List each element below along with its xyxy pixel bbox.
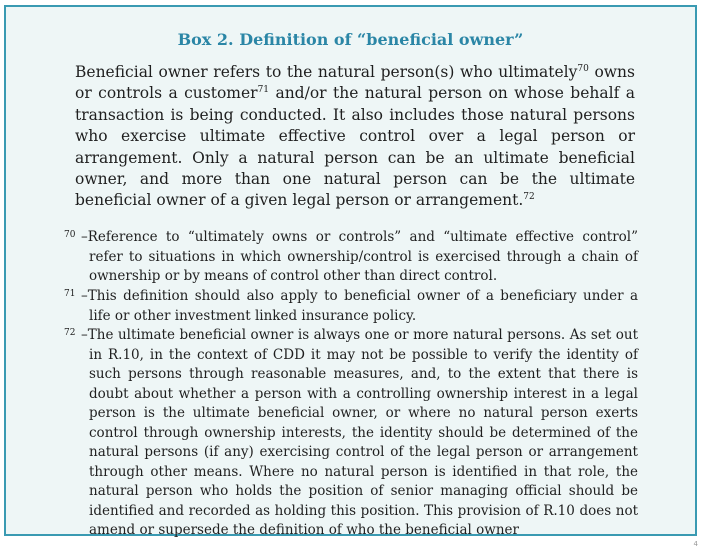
body-text-2: owns or controls a customer — [75, 63, 635, 103]
body-text-3: and/or the natural person on whose behalf a transaction is being conducted. It also includes those natural persons who exercise ultimate effective control over a legal person or arrangement. Only a natural person can be an ultimate beneficial owner, and more than one natural person can be the ultimate beneficial owner of a given legal person or arrangement. — [75, 84, 635, 210]
page-mark: 4 — [693, 540, 698, 548]
footnote-text: –The ultimate beneficial owner is always one or more natural persons. As set out in R.10, in the context of CDD it may not be possible to verify the identity of such persons through reasonable measures, and, to the extent that there is doubt about whether a person with a controlling ownership interest in a legal person is the ultimate beneficial owner, or where no natural person exerts control through ownership interests, the identity should be determined of the natural persons (if any) exercising control of the legal person or arrangement through other means. Where no natural person is identified in that role, the natural person who holds the position of senior managing official should be identified and recorded as holding this position. This provision of R.10 does not amend or supersede the definition of who the beneficial owner — [81, 327, 638, 538]
box-title: Box 2. Definition of “beneficial owner” — [177, 30, 524, 49]
footnote-ref-71[interactable]: 71 — [257, 85, 270, 96]
footnote-number: 72 — [64, 328, 76, 338]
footnote-70 — [64, 228, 638, 287]
footnote-number: 71 — [64, 289, 76, 299]
definition-box — [4, 5, 697, 536]
footnote-ref-70[interactable]: 70 — [577, 63, 589, 74]
footnote-72 — [64, 326, 638, 541]
footnote-number: 70 — [64, 230, 76, 240]
footnote-ref-72[interactable]: 72 — [523, 192, 535, 203]
footnote-text: –Reference to “ultimately owns or controls” and “ultimate effective control” refer to situations in which ownership/control is exercised through a chain of ownership or by means of control other than direct control. — [81, 229, 638, 284]
body-text-1: Beneficial owner refers to the natural person(s) who ultimately — [75, 63, 578, 81]
footnote-71 — [64, 287, 638, 326]
definition-paragraph — [75, 62, 635, 212]
footnote-text: –This definition should also apply to beneficial owner of a beneficiary under a life or other investment linked insurance policy. — [81, 288, 638, 324]
